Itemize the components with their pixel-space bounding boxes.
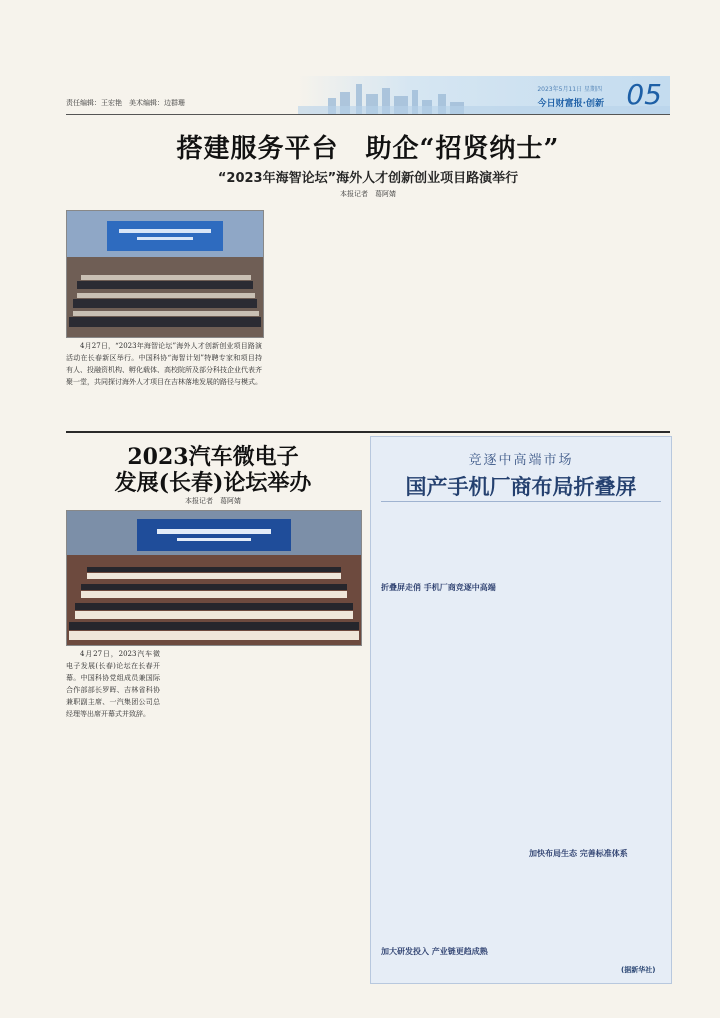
article2-title-line2: 发展(长春)论坛举办 — [114, 470, 312, 496]
article3-title-rule — [381, 501, 661, 502]
article3-sub1: 折叠屏走俏 手机厂商竞逐中高端 — [381, 583, 496, 592]
header-rule — [66, 114, 670, 115]
article2-photo — [66, 510, 362, 646]
article1-title: 搭建服务平台 助企“招贤纳士” — [176, 134, 560, 164]
header-section: 今日财富报·创新 — [537, 99, 604, 109]
skyline-banner — [298, 76, 670, 114]
article1-col2 — [272, 210, 462, 426]
page-header — [0, 72, 720, 120]
article2-col1 — [66, 648, 160, 978]
article1-caption — [66, 340, 262, 426]
article3-sub2: 加大研发投入 产业链更趋成熟 — [381, 947, 488, 956]
article1-caption-text: 4月27日，“2023年海智论坛”海外人才创新创业项目路演活动在长春新区举行。中国科协“海智计划”特聘专家和项目持有人、投融资机构、孵化载体、高校院所及部分科技企业代表齐聚一堂，共同探讨海外人才项目在吉林落地发展的路径与模式。 — [66, 342, 262, 386]
article1-photo — [66, 210, 264, 338]
article1-col3 — [472, 210, 670, 426]
article2-caption: 4月27日，2023汽车微电子发展(长春)论坛在长春开幕。中国科协党组成员兼国际合作部部长罗晖、吉林省科协兼职副主席、一汽集团公司总经理等出席开幕式并致辞。 — [66, 650, 160, 718]
section-divider — [66, 431, 670, 433]
skyline-icon — [298, 76, 670, 114]
editors-line: 责任编辑：王宏艳 美术编辑：边群珊 — [66, 99, 185, 107]
page-number: 05 — [626, 78, 662, 111]
article1-subtitle: “2023年海智论坛”海外人才创新创业项目路演举行 — [217, 171, 519, 186]
article2-title-line1: 2023汽车微电子 — [127, 444, 299, 470]
article2-byline: 本报记者 葛阿婧 — [185, 497, 241, 505]
article2-col2 — [168, 648, 262, 978]
article3-box — [370, 436, 672, 984]
article3-source: (据新华社) — [621, 966, 656, 974]
article3-kicker: 竞逐中高端市场 — [468, 453, 574, 468]
article2-col3 — [270, 648, 362, 978]
header-date: 2023年5月11日 星期四 — [537, 86, 602, 93]
forum-venue-icon — [67, 511, 361, 645]
article1-byline: 本报记者 葛阿婧 — [340, 190, 396, 198]
conference-hall-icon — [67, 211, 263, 337]
article3-sub3: 加快布局生态 完善标准体系 — [529, 849, 628, 858]
article3-title: 国产手机厂商布局折叠屏 — [405, 475, 637, 499]
